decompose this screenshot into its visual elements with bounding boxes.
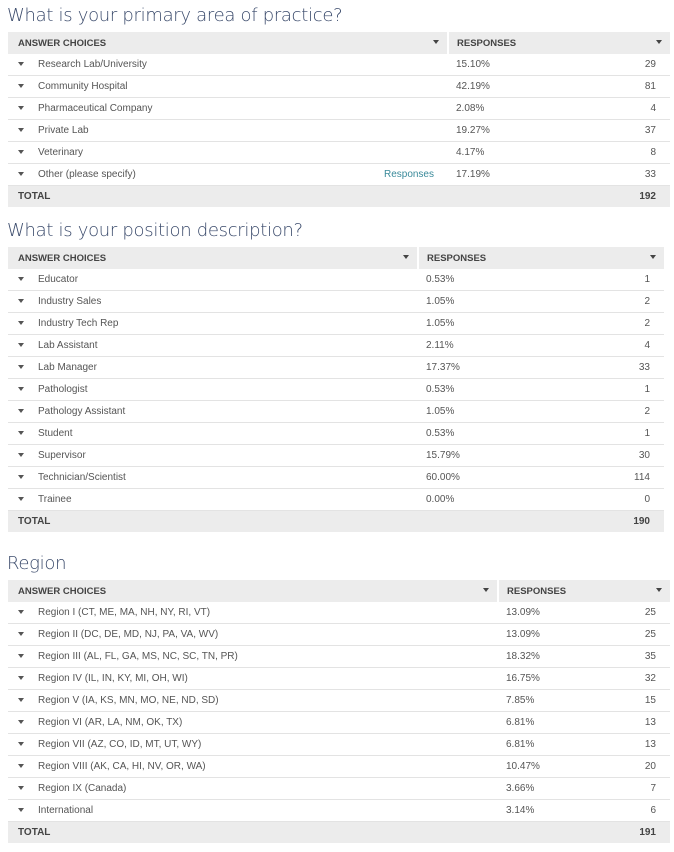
response-percent: 2.08% [448, 98, 526, 120]
response-count: 4 [504, 335, 664, 357]
response-count: 2 [504, 313, 664, 335]
table-row [8, 778, 670, 800]
expand-caret-icon[interactable] [18, 365, 24, 369]
response-percent: 3.66% [498, 778, 558, 800]
expand-caret-icon[interactable] [18, 654, 24, 658]
expand-caret-icon[interactable] [18, 343, 24, 347]
header-label: RESPONSES [507, 585, 567, 597]
answer-label: Region III (AL, FL, GA, MS, NC, SC, TN, PR) [38, 651, 238, 662]
table-row [8, 668, 670, 690]
expand-caret-icon[interactable] [18, 106, 24, 110]
answer-choices-header[interactable] [8, 580, 498, 602]
sort-arrow-icon[interactable] [483, 588, 489, 592]
answer-label: Lab Assistant [38, 340, 98, 351]
response-count: 0 [504, 489, 664, 511]
response-percent: 0.00% [418, 489, 504, 511]
expand-caret-icon[interactable] [18, 764, 24, 768]
responses-header[interactable] [498, 580, 670, 602]
results-table [8, 32, 670, 207]
answer-label: Other (please specify) [38, 169, 136, 180]
expand-caret-icon[interactable] [18, 431, 24, 435]
expand-caret-icon[interactable] [18, 387, 24, 391]
response-percent: 10.47% [498, 756, 558, 778]
expand-caret-icon[interactable] [18, 84, 24, 88]
response-percent: 19.27% [448, 120, 526, 142]
expand-caret-icon[interactable] [18, 698, 24, 702]
response-count: 33 [504, 357, 664, 379]
expand-caret-icon[interactable] [18, 150, 24, 154]
total-label: TOTAL [8, 186, 448, 208]
expand-caret-icon[interactable] [18, 453, 24, 457]
expand-caret-icon[interactable] [18, 172, 24, 176]
response-count: 1 [504, 379, 664, 401]
table-row [8, 800, 670, 822]
response-count: 33 [526, 164, 670, 186]
question-title: What is your position description? [7, 220, 303, 241]
table-row [8, 602, 670, 624]
table-row [8, 291, 664, 313]
response-percent: 17.19% [448, 164, 526, 186]
response-count: 2 [504, 291, 664, 313]
header-label: ANSWER CHOICES [18, 37, 107, 49]
response-percent: 7.85% [498, 690, 558, 712]
header-label: ANSWER CHOICES [18, 252, 107, 264]
response-count: 25 [558, 624, 670, 646]
header-label: ANSWER CHOICES [18, 585, 107, 597]
question-title: What is your primary area of practice? [7, 5, 343, 26]
answer-label: Region VII (AZ, CO, ID, MT, UT, WY) [38, 739, 202, 750]
table-row [8, 142, 670, 164]
response-count: 8 [526, 142, 670, 164]
response-percent: 1.05% [418, 313, 504, 335]
header-label: RESPONSES [427, 252, 487, 264]
expand-caret-icon[interactable] [18, 409, 24, 413]
expand-caret-icon[interactable] [18, 128, 24, 132]
answer-choices-header[interactable] [8, 247, 418, 269]
response-percent: 18.32% [498, 646, 558, 668]
responses-header[interactable] [448, 32, 670, 54]
expand-caret-icon[interactable] [18, 321, 24, 325]
response-percent: 13.09% [498, 602, 558, 624]
response-count: 114 [504, 467, 664, 489]
response-count: 1 [504, 269, 664, 291]
total-row [8, 511, 664, 533]
expand-caret-icon[interactable] [18, 632, 24, 636]
response-count: 2 [504, 401, 664, 423]
answer-label: International [38, 805, 94, 816]
table-header [8, 32, 670, 54]
answer-label: Pathologist [38, 384, 88, 395]
answer-label: Region I (CT, ME, MA, NH, NY, RI, VT) [38, 607, 211, 618]
response-count: 13 [558, 734, 670, 756]
response-percent: 1.05% [418, 401, 504, 423]
response-count: 7 [558, 778, 670, 800]
answer-label: Educator [38, 274, 79, 285]
table-row [8, 467, 664, 489]
table-row [8, 445, 664, 467]
total-row [8, 822, 670, 844]
table-row [8, 313, 664, 335]
response-count: 29 [526, 54, 670, 76]
table-row [8, 76, 670, 98]
response-percent: 1.05% [418, 291, 504, 313]
sort-arrow-icon[interactable] [433, 40, 439, 44]
answer-label: Supervisor [38, 450, 86, 461]
responses-header[interactable] [418, 247, 664, 269]
table-row [8, 401, 664, 423]
table-row [8, 335, 664, 357]
response-percent: 15.79% [418, 445, 504, 467]
table-row [8, 646, 670, 668]
response-count: 30 [504, 445, 664, 467]
total-row [8, 186, 670, 208]
table-row [8, 712, 670, 734]
total-count: 192 [526, 186, 670, 208]
table-row [8, 357, 664, 379]
answer-label: Pharmaceutical Company [38, 103, 153, 114]
total-count: 191 [558, 822, 670, 844]
response-count: 32 [558, 668, 670, 690]
sort-arrow-icon[interactable] [403, 255, 409, 259]
results-table [8, 580, 670, 843]
answer-label: Industry Sales [38, 296, 102, 307]
answer-label: Industry Tech Rep [38, 318, 119, 329]
answer-label: Region V (IA, KS, MN, MO, NE, ND, SD) [38, 695, 219, 706]
question-title: Region [7, 553, 67, 574]
answer-label: Region II (DC, DE, MD, NJ, PA, VA, WV) [38, 629, 219, 640]
table-row [8, 269, 664, 291]
answer-label: Trainee [38, 494, 72, 505]
sort-arrow-icon[interactable] [650, 255, 656, 259]
response-count: 81 [526, 76, 670, 98]
response-percent: 4.17% [448, 142, 526, 164]
response-count: 4 [526, 98, 670, 120]
total-label: TOTAL [8, 511, 418, 533]
response-count: 6 [558, 800, 670, 822]
expand-caret-icon[interactable] [18, 742, 24, 746]
answer-choices-header[interactable] [8, 32, 448, 54]
answer-label: Community Hospital [38, 81, 128, 92]
table-row [8, 164, 670, 186]
answer-label: Lab Manager [38, 362, 97, 373]
response-count: 20 [558, 756, 670, 778]
response-percent: 6.81% [498, 734, 558, 756]
table-row [8, 120, 670, 142]
table-row [8, 624, 670, 646]
expand-caret-icon[interactable] [18, 808, 24, 812]
answer-label: Private Lab [38, 125, 89, 136]
table-row [8, 98, 670, 120]
expand-caret-icon[interactable] [18, 610, 24, 614]
expand-caret-icon[interactable] [18, 299, 24, 303]
table-row [8, 690, 670, 712]
answer-label: Research Lab/University [38, 59, 147, 70]
response-percent: 3.14% [498, 800, 558, 822]
response-percent: 2.11% [418, 335, 504, 357]
table-row [8, 423, 664, 445]
answer-label: Pathology Assistant [38, 406, 126, 417]
expand-caret-icon[interactable] [18, 497, 24, 501]
sort-arrow-icon[interactable] [656, 40, 662, 44]
response-percent: 0.53% [418, 269, 504, 291]
table-row [8, 756, 670, 778]
responses-link[interactable]: Responses [383, 169, 434, 180]
response-percent: 60.00% [418, 467, 504, 489]
response-count: 25 [558, 602, 670, 624]
response-count: 15 [558, 690, 670, 712]
total-count: 190 [504, 511, 664, 533]
expand-caret-icon[interactable] [18, 786, 24, 790]
total-label: TOTAL [8, 822, 498, 844]
expand-caret-icon[interactable] [18, 676, 24, 680]
table-row [8, 489, 664, 511]
response-percent: 13.09% [498, 624, 558, 646]
response-percent: 42.19% [448, 76, 526, 98]
response-count: 13 [558, 712, 670, 734]
response-count: 35 [558, 646, 670, 668]
table-row [8, 54, 670, 76]
results-table [8, 247, 664, 532]
response-percent: 15.10% [448, 54, 526, 76]
answer-label: Technician/Scientist [38, 472, 126, 483]
table-header [8, 247, 664, 269]
table-row [8, 734, 670, 756]
answer-label: Region VI (AR, LA, NM, OK, TX) [38, 717, 183, 728]
answer-label: Veterinary [38, 147, 84, 158]
response-count: 1 [504, 423, 664, 445]
response-percent: 0.53% [418, 423, 504, 445]
table-header [8, 580, 670, 602]
answer-label: Student [38, 428, 73, 439]
expand-caret-icon[interactable] [18, 277, 24, 281]
table-row [8, 379, 664, 401]
header-label: RESPONSES [457, 37, 517, 49]
sort-arrow-icon[interactable] [656, 588, 662, 592]
response-percent: 6.81% [498, 712, 558, 734]
response-percent: 0.53% [418, 379, 504, 401]
response-count: 37 [526, 120, 670, 142]
expand-caret-icon[interactable] [18, 62, 24, 66]
answer-label: Region IV (IL, IN, KY, MI, OH, WI) [38, 673, 188, 684]
answer-label: Region VIII (AK, CA, HI, NV, OR, WA) [38, 761, 206, 772]
response-percent: 17.37% [418, 357, 504, 379]
expand-caret-icon[interactable] [18, 475, 24, 479]
answer-label: Region IX (Canada) [38, 783, 127, 794]
response-percent: 16.75% [498, 668, 558, 690]
expand-caret-icon[interactable] [18, 720, 24, 724]
